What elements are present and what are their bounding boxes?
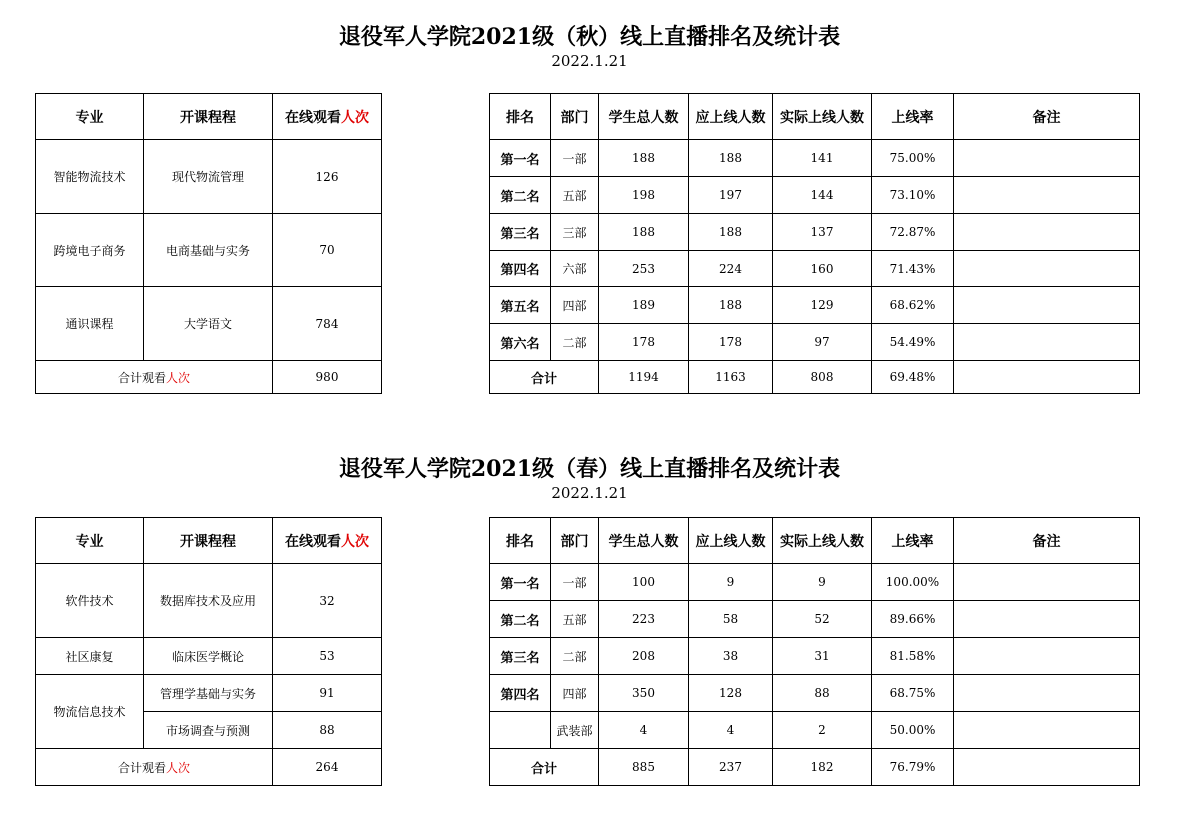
dept-cell: 三部 — [551, 214, 599, 251]
remark-cell — [954, 140, 1140, 177]
count-cell: 784 — [273, 287, 382, 361]
major-cell: 通识课程 — [36, 287, 144, 361]
should-cell: 197 — [689, 177, 773, 214]
rank-cell: 第三名 — [490, 638, 551, 675]
rank-header-rank: 排名 — [490, 94, 551, 140]
section-1-rank-table — [489, 93, 1140, 394]
section-1-title: 退役军人学院2021级（秋）线上直播排名及统计表 — [338, 24, 841, 50]
rank-cell: 第四名 — [490, 251, 551, 287]
remark-cell — [954, 287, 1140, 324]
actual-cell: 88 — [773, 675, 872, 712]
rank-cell: 第三名 — [490, 214, 551, 251]
rank-cell: 第六名 — [490, 324, 551, 361]
rank-header-remark: 备注 — [954, 518, 1140, 564]
remark-cell — [954, 324, 1140, 361]
table-row — [490, 564, 1140, 601]
rank-cell: 第五名 — [490, 287, 551, 324]
spacer-cell — [382, 518, 491, 786]
count-cell: 91 — [273, 675, 382, 712]
rank-header-remark: 备注 — [954, 94, 1140, 140]
rank-total-rate: 69.48% — [872, 361, 954, 394]
total-cell: 188 — [599, 214, 689, 251]
rank-total-row — [490, 749, 1140, 786]
section-2-date: 2022.1.21 — [551, 484, 628, 502]
dept-cell: 武装部 — [551, 712, 599, 749]
count-cell: 70 — [273, 214, 382, 287]
actual-cell: 137 — [773, 214, 872, 251]
rank-cell: 第四名 — [490, 675, 551, 712]
rank-cell: 第一名 — [490, 140, 551, 177]
rank-header-actual: 实际上线人数 — [773, 94, 872, 140]
actual-cell: 31 — [773, 638, 872, 675]
dept-cell: 四部 — [551, 287, 599, 324]
rank-total-should: 237 — [689, 749, 773, 786]
course-header-course: 开课程程 — [144, 518, 273, 564]
remark-cell — [954, 564, 1140, 601]
course-header-online: 在线观看人次 — [273, 518, 382, 564]
remark-cell — [954, 177, 1140, 214]
section-2-title: 退役军人学院2021级（春）线上直播排名及统计表 — [338, 456, 841, 482]
course-header-major: 专业 — [36, 94, 144, 140]
course-cell: 电商基础与实务 — [144, 214, 273, 287]
count-cell: 126 — [273, 140, 382, 214]
table-row — [490, 214, 1140, 251]
should-cell: 188 — [689, 287, 773, 324]
total-cell: 100 — [599, 564, 689, 601]
rate-cell: 68.75% — [872, 675, 954, 712]
rate-cell: 100.00% — [872, 564, 954, 601]
rank-total-should: 1163 — [689, 361, 773, 394]
rate-cell: 72.87% — [872, 214, 954, 251]
section-2-course-table — [35, 517, 491, 786]
rank-total-row — [490, 361, 1140, 394]
dept-cell: 五部 — [551, 601, 599, 638]
dept-cell: 五部 — [551, 177, 599, 214]
major-cell: 软件技术 — [36, 564, 144, 638]
should-cell: 38 — [689, 638, 773, 675]
rank-header-total: 学生总人数 — [599, 94, 689, 140]
dept-cell: 六部 — [551, 251, 599, 287]
table-row — [490, 712, 1140, 749]
table-row — [490, 287, 1140, 324]
should-cell: 178 — [689, 324, 773, 361]
should-cell: 188 — [689, 140, 773, 177]
course-header-major: 专业 — [36, 518, 144, 564]
actual-cell: 144 — [773, 177, 872, 214]
rate-cell: 73.10% — [872, 177, 954, 214]
should-cell: 4 — [689, 712, 773, 749]
rank-header-rank: 排名 — [490, 518, 551, 564]
table-row — [490, 675, 1140, 712]
rate-cell: 75.00% — [872, 140, 954, 177]
course-total-label: 合计观看人次 — [36, 361, 273, 394]
course-total-label: 合计观看人次 — [36, 749, 273, 786]
remark-cell — [954, 601, 1140, 638]
section-2-rank-table — [489, 517, 1140, 786]
should-cell: 128 — [689, 675, 773, 712]
table-row — [490, 251, 1140, 287]
total-cell: 223 — [599, 601, 689, 638]
rank-total-rate: 76.79% — [872, 749, 954, 786]
total-cell: 350 — [599, 675, 689, 712]
major-cell: 智能物流技术 — [36, 140, 144, 214]
remark-cell — [954, 361, 1140, 394]
table-row — [490, 601, 1140, 638]
dept-cell: 二部 — [551, 324, 599, 361]
total-cell: 188 — [599, 140, 689, 177]
rank-cell: 第一名 — [490, 564, 551, 601]
rate-cell: 54.49% — [872, 324, 954, 361]
dept-cell: 一部 — [551, 140, 599, 177]
rank-total-actual: 182 — [773, 749, 872, 786]
actual-cell: 2 — [773, 712, 872, 749]
major-cell: 跨境电子商务 — [36, 214, 144, 287]
total-cell: 198 — [599, 177, 689, 214]
course-cell: 大学语文 — [144, 287, 273, 361]
rate-cell: 89.66% — [872, 601, 954, 638]
actual-cell: 97 — [773, 324, 872, 361]
dept-cell: 一部 — [551, 564, 599, 601]
rank-total-label: 合计 — [490, 749, 599, 786]
remark-cell — [954, 749, 1140, 786]
rank-header-dept: 部门 — [551, 94, 599, 140]
rank-cell: 第二名 — [490, 601, 551, 638]
rank-total-label: 合计 — [490, 361, 599, 394]
remark-cell — [954, 251, 1140, 287]
table-row — [490, 324, 1140, 361]
actual-cell: 52 — [773, 601, 872, 638]
rate-cell: 68.62% — [872, 287, 954, 324]
total-cell: 208 — [599, 638, 689, 675]
dept-cell: 二部 — [551, 638, 599, 675]
total-cell: 189 — [599, 287, 689, 324]
remark-cell — [954, 712, 1140, 749]
count-cell: 88 — [273, 712, 382, 749]
should-cell: 188 — [689, 214, 773, 251]
remark-cell — [954, 675, 1140, 712]
course-cell: 数据库技术及应用 — [144, 564, 273, 638]
course-cell: 现代物流管理 — [144, 140, 273, 214]
rank-cell: 第二名 — [490, 177, 551, 214]
rank-header-total: 学生总人数 — [599, 518, 689, 564]
table-row — [490, 177, 1140, 214]
rank-cell — [490, 712, 551, 749]
rate-cell: 50.00% — [872, 712, 954, 749]
total-cell: 4 — [599, 712, 689, 749]
table-row — [490, 638, 1140, 675]
rank-header-should: 应上线人数 — [689, 518, 773, 564]
major-cell: 物流信息技术 — [36, 675, 144, 749]
rank-header-rate: 上线率 — [872, 94, 954, 140]
rank-header-rate: 上线率 — [872, 518, 954, 564]
spacer-cell — [382, 94, 491, 394]
course-header-course: 开课程程 — [144, 94, 273, 140]
section-1-course-table — [35, 93, 491, 394]
count-cell: 32 — [273, 564, 382, 638]
rank-total-actual: 808 — [773, 361, 872, 394]
rank-header-actual: 实际上线人数 — [773, 518, 872, 564]
course-total-value: 264 — [273, 749, 382, 786]
actual-cell: 160 — [773, 251, 872, 287]
total-cell: 178 — [599, 324, 689, 361]
course-header-online: 在线观看人次 — [273, 94, 382, 140]
should-cell: 58 — [689, 601, 773, 638]
actual-cell: 141 — [773, 140, 872, 177]
remark-cell — [954, 638, 1140, 675]
course-cell: 市场调查与预测 — [144, 712, 273, 749]
remark-cell — [954, 214, 1140, 251]
rank-total-total: 1194 — [599, 361, 689, 394]
actual-cell: 129 — [773, 287, 872, 324]
total-cell: 253 — [599, 251, 689, 287]
should-cell: 9 — [689, 564, 773, 601]
major-cell: 社区康复 — [36, 638, 144, 675]
actual-cell: 9 — [773, 564, 872, 601]
rank-header-dept: 部门 — [551, 518, 599, 564]
rate-cell: 81.58% — [872, 638, 954, 675]
rank-header-should: 应上线人数 — [689, 94, 773, 140]
table-row — [490, 140, 1140, 177]
section-1-date: 2022.1.21 — [551, 52, 628, 70]
count-cell: 53 — [273, 638, 382, 675]
should-cell: 224 — [689, 251, 773, 287]
course-cell: 管理学基础与实务 — [144, 675, 273, 712]
course-cell: 临床医学概论 — [144, 638, 273, 675]
dept-cell: 四部 — [551, 675, 599, 712]
rank-total-total: 885 — [599, 749, 689, 786]
course-total-value: 980 — [273, 361, 382, 394]
rate-cell: 71.43% — [872, 251, 954, 287]
